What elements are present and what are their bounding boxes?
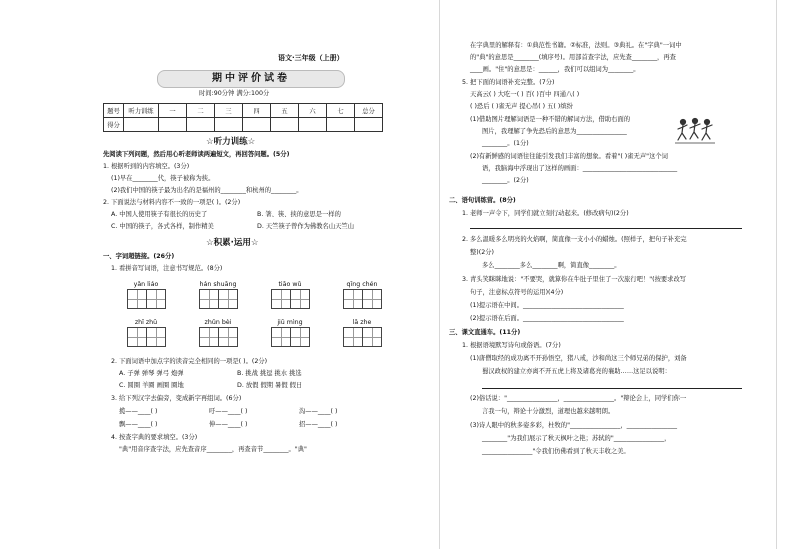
score-input-cell[interactable]: [187, 118, 215, 132]
writing-cell[interactable]: [127, 289, 147, 309]
table-cell: 得分: [104, 118, 124, 132]
question-text: 在字典里的解释有：①典范性书籍。②标准，法则。③典礼。在"字典"一词中: [470, 42, 682, 49]
pinyin-writing-box: [127, 318, 165, 347]
writing-cell[interactable]: [146, 289, 166, 309]
question-text: (1)唐僧取经的成功离不开孙悟空，猪八戒，沙和尚这三个师兄弟的保护，刘备: [470, 355, 687, 362]
question-text: 多么________多么________啊，简直像________。: [482, 262, 621, 269]
writing-cell[interactable]: [362, 327, 382, 347]
question-text: 蜀汉政权的建立亦离不开五虎上将及诸葛亮的襄助……这足以说明：: [482, 368, 671, 375]
question-text: 的"典"的意思是________(填序号)。用部首查字法，应先查________，再查: [470, 54, 676, 61]
writing-cell[interactable]: [343, 327, 363, 347]
idiom-row: ( )恐后 ( )雀无声 提心吊( ) 五( )缤纷: [470, 103, 573, 110]
radical-item: 伸——____( ): [209, 421, 248, 428]
score-input-cell[interactable]: [215, 118, 243, 132]
score-input-cell[interactable]: [299, 118, 327, 132]
table-cell: 听力训练: [124, 104, 159, 118]
pinyin-label: zhī zhū: [134, 319, 158, 326]
page-right-edge: [776, 0, 777, 549]
writing-cell[interactable]: [127, 327, 147, 347]
pinyin-writing-box: [343, 280, 381, 309]
question-text: (1)提示语在中间。________________________________: [470, 302, 624, 309]
pinyin-label: qīng chén: [346, 281, 378, 288]
question-text: 1. 根据听到的内容填空。(3分): [103, 163, 190, 170]
pinyin-label: jiū mìng: [277, 319, 303, 326]
question-text: ________________"令我们仿佛看到了秋天丰收之美。: [482, 448, 630, 455]
section-heading: 二、语句训练营。(8分): [449, 197, 516, 204]
listening-heading: ☆听力训练☆: [206, 137, 256, 147]
question-text: ________。(2分): [482, 177, 529, 184]
subject-header: 语文·三年级（上册）: [278, 54, 344, 62]
question-text: ____画。"住"的意思是：______，我们可以组词为________。: [470, 66, 640, 73]
question-text: 言我一句，辩论十分激烈，道理也越来越明朗。: [482, 408, 615, 415]
idiom-row: 天高云( ) 大吃一( ) 百( )百中 四通八( ): [470, 91, 580, 98]
question-text: 2. 多么温暖多么明亮的火焰啊，简直像一支小小的蜡烛。(照样子，把句子补充完: [462, 236, 687, 243]
writing-cell[interactable]: [271, 327, 291, 347]
score-input-cell[interactable]: [159, 118, 187, 132]
table-cell: 一: [159, 104, 187, 118]
table-cell: 四: [243, 104, 271, 118]
question-text: (1)借助图片理解词语是一种不错的解词方法，借助右面的: [470, 116, 631, 123]
question-text: 语，我脑海中浮现出了这样的画面：______________________________: [482, 165, 678, 172]
table-cell: 题号: [104, 104, 124, 118]
writing-cell[interactable]: [362, 289, 382, 309]
question-text: ________"为我们展示了秋天枫叶之艳；苏轼的"________________，: [482, 435, 671, 442]
pinyin-writing-box: [199, 280, 237, 309]
question-text: 3. 青头笑眯眯地说："不要哭，就算你在牛肚子里住了一次旅行吧！"(按要求改写: [462, 276, 687, 283]
radical-item: 吁——____( ): [209, 408, 248, 415]
table-cell: 总分: [355, 104, 383, 118]
question-text: 4. 按查字典的要求填空。(3分): [111, 434, 198, 441]
question-text: (2)提示语在后面。________________________________: [470, 315, 624, 322]
score-table-header-row: [104, 104, 383, 118]
pinyin-writing-box: [271, 280, 309, 309]
question-text: (2)我们中国的筷子最为出名的是福州的________和杭州的________。: [111, 187, 303, 194]
question-text: (2)俗话说："________________，________________。"辩论会上，同学们你一: [470, 395, 687, 402]
writing-cell[interactable]: [218, 289, 238, 309]
radical-item: 飘——____( ): [119, 421, 158, 428]
question-text: ________。(1分): [482, 140, 529, 147]
pinyin-label: hán shuāng: [199, 281, 237, 288]
question-text: 1. 老师一声令下，同学们就立刻行动起来。(修改病句)(2分): [462, 210, 629, 217]
question-text: "典"用音序查字法，应先查音序________，再查音节________。"典": [119, 446, 307, 453]
pinyin-writing-box: [271, 318, 309, 347]
runners-illustration: [675, 116, 715, 146]
answer-line[interactable]: [470, 228, 742, 229]
table-cell: 二: [187, 104, 215, 118]
table-cell: 七: [327, 104, 355, 118]
question-text: 2. 下面说法与材料内容不一致的一项是( )。(2分): [103, 199, 241, 206]
radical-item: 招——____( ): [299, 421, 338, 428]
option-b: B. 挑战 挑逗 挑水 挑选: [237, 370, 302, 377]
radical-item: 揽——____( ): [119, 408, 158, 415]
section-heading: 一、字词超链接。(26分): [103, 253, 175, 260]
pinyin-writing-box: [199, 318, 237, 347]
score-input-cell[interactable]: [355, 118, 383, 132]
question-text: 1. 根据语境默写诗句或俗语。(7分): [462, 342, 561, 349]
score-table-score-row: [104, 118, 383, 132]
table-cell: 三: [215, 104, 243, 118]
option-c: C. 圆圈 羊圈 画圈 圈地: [119, 382, 184, 389]
writing-cell[interactable]: [218, 327, 238, 347]
listening-intro: 先阅读下列问题，然后用心听老师读两遍短文，再回答问题。(5分): [103, 151, 290, 158]
writing-cell[interactable]: [199, 289, 219, 309]
table-cell: 六: [299, 104, 327, 118]
score-table: [103, 103, 383, 132]
exam-title: 期中评价试卷: [157, 70, 345, 88]
writing-cell[interactable]: [271, 289, 291, 309]
pinyin-label: zhǔn bèi: [204, 319, 232, 326]
question-text: 整)(2分): [470, 249, 494, 256]
question-text: 3. 给下列汉字去偏旁，变成新字再组词。(6分): [111, 395, 242, 402]
radical-item: 沟——____( ): [299, 408, 338, 415]
writing-cell[interactable]: [343, 289, 363, 309]
option-a: A. 中国人使用筷子有很长的历史了: [111, 211, 208, 218]
pinyin-label: yǎn liáo: [133, 281, 159, 288]
exam-meta: 时间:90分钟 满分:100分: [199, 90, 270, 97]
question-text: 句子，注意标点符号的运用)(4分): [470, 289, 564, 296]
accumulation-heading: ☆积累·运用☆: [206, 238, 259, 248]
question-text: 2. 下面词语中加点字的读音完全相同的一项是( )。(2分): [111, 358, 268, 365]
score-input-cell[interactable]: [327, 118, 355, 132]
pinyin-writing-box: [343, 318, 381, 347]
question-text: (3)诗人眼中的秋多姿多彩，杜牧的"________________，________________: [470, 422, 678, 429]
option-b: B. 箸、筷、挟的意思是一样的: [257, 211, 341, 218]
writing-cell[interactable]: [290, 289, 310, 309]
question-text: (2)有新鲜感的词语往往能引发我们丰富的想象。看着"( )雀无声"这个词: [470, 153, 668, 160]
table-cell: 五: [271, 104, 299, 118]
writing-cell[interactable]: [290, 327, 310, 347]
answer-line[interactable]: [482, 388, 742, 389]
score-input-cell[interactable]: [124, 118, 159, 132]
pinyin-writing-box: [127, 280, 165, 309]
option-a: A. 子弹 弹琴 弹弓 炮弹: [119, 370, 184, 377]
question-text: (1)早在________代，筷子被称为挟。: [111, 175, 215, 182]
pinyin-label: tiāo wǔ: [278, 281, 302, 288]
option-d: D. 天竺筷子曾作为佛教名山天竺山: [257, 223, 355, 230]
section-heading: 三、课文直通车。(11分): [449, 329, 521, 336]
writing-cell[interactable]: [199, 327, 219, 347]
option-d: D. 放假 假期 暑假 假日: [237, 382, 303, 389]
page-fold-line: [439, 0, 440, 549]
score-input-cell[interactable]: [271, 118, 299, 132]
writing-cell[interactable]: [146, 327, 166, 347]
question-text: 1. 看拼音写词语，注意书写规范。(8分): [111, 265, 223, 272]
option-c: C. 中国的筷子，各式各样，制作精美: [111, 223, 214, 230]
question-text: 图片，我理解了争先恐后的意思为________________: [482, 128, 627, 135]
score-input-cell[interactable]: [243, 118, 271, 132]
question-text: 5. 把下面的词语补充完整。(7分): [462, 79, 555, 86]
pinyin-label: lā zhe: [352, 319, 372, 326]
